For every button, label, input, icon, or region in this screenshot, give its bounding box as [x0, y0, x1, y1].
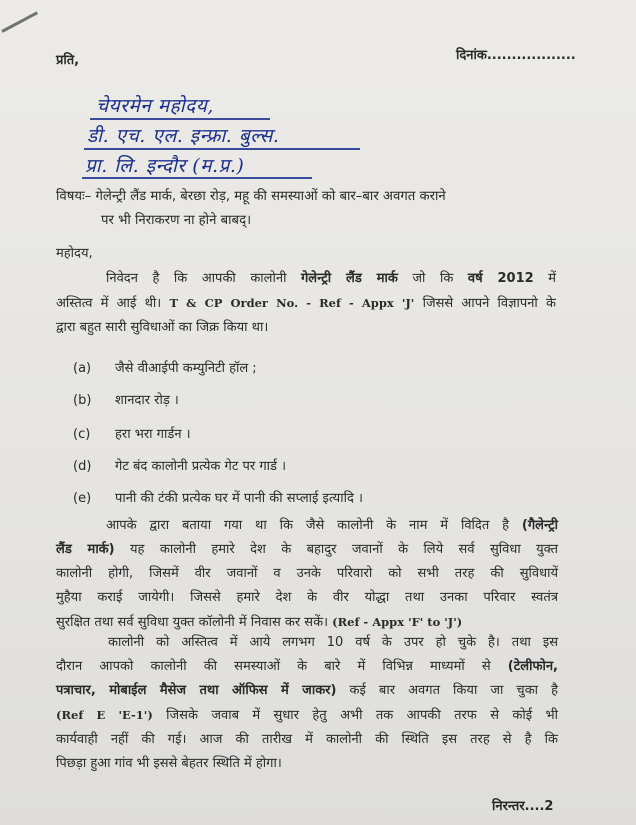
promise-line-2: लैंड मार्क) यह कालोनी हमारे देश के बहादुर जवानों के लिये सर्व सुविधा युक्त [56, 542, 558, 557]
complaint-line-3: पत्राचार, मोबाईल मैसेज तथा ऑफिस में जाकर) कई बार अवगत किया जा चुका है [56, 683, 559, 698]
list-item: (d) गेट बंद कालोनी प्रत्येक गेट पर गार्ड । [73, 459, 287, 474]
paragraph-intro [56, 267, 556, 340]
complaint-line-6: पिछड़ा हुआ गांव भी इससे बेहतर स्थिति में होगा। [56, 756, 282, 771]
subject-line-2: पर भी निराकरण ना होने बाबद्। [101, 213, 252, 228]
complaint-line-1: कालोनी को अस्तित्व में आये लगभग 10 वर्ष के उपर हो चुके है। तथा इस [108, 635, 558, 650]
complaint-line-5: कार्यवाही नहीं की गई। आज की तारीख में कालोनी की स्थिति इस तरह से है कि [56, 732, 558, 747]
promise-line-3: कालोनी होगी, जिसमें वीर जवानों व उनके परिवारो को सभी तरह की सुविधायें [56, 566, 558, 581]
handwriting-underline [82, 177, 312, 179]
paragraph-promise [56, 514, 558, 635]
continued-marker: निरन्तर....2 [492, 799, 554, 814]
handwritten-addressee-line-2: डी. एच. एल. इन्फ्रा. बुल्स. [87, 125, 280, 147]
recipient-prefix: प्रति, [56, 53, 80, 68]
promise-line-1: आपके द्वारा बताया गया था कि जैसे कालोनी के नाम में विदित है (गैलेन्ट्री [106, 518, 558, 533]
handwriting-underline [84, 148, 360, 150]
salutation: महोदय, [56, 246, 93, 261]
list-item: (e) पानी की टंकी प्रत्येक घर में पानी की सप्लाई इत्यादि । [73, 491, 363, 506]
promise-line-5: सुरक्षित तथा सर्व सुविधा युक्त कॉलोनी में निवास कर सकें। (Ref - Appx 'F' to 'J') [56, 615, 463, 630]
complaint-line-2: दौरान आपको कालोनी की समस्याओं के बारे में विभिन्न माध्यमों से (टेलीफोन, [56, 659, 558, 674]
subject-line-1: विषयः– गेलेन्ट्री लैंड मार्क, बेरछा रोड़, महू की समस्याओं को बार–बार अवगत कराने [56, 189, 446, 204]
handwritten-addressee-line-3: प्रा. लि. इन्दौर (म.प्र.) [85, 155, 245, 177]
promise-line-4: मुहैया कराई जायेगी। जिससे हमारे देश के वीर योद्धा तथा उनका परिवार स्वतंत्र [56, 590, 558, 605]
handwriting-underline [90, 118, 270, 120]
list-item: (a) जैसे वीआईपी कम्युनिटी हॉल ; [73, 361, 257, 376]
paragraph-complaint [56, 631, 558, 776]
handwritten-addressee-line-1: चेयरमेन महोदय, [96, 95, 214, 117]
list-item: (b) शानदार रोड़ । [73, 393, 179, 408]
complaint-line-4: (Ref E 'E-1') जिसके जवाब में सुधार हेतु अभी तक आपकी तरफ से कोई भी [56, 708, 558, 723]
intro-line-3: द्वारा बहुत सारी सुविधाओं का जिक्र किया था। [56, 320, 269, 335]
date-field: दिनांक.................. [456, 48, 576, 63]
intro-line-1: निवेदन है कि आपकी कालोनी गेलेन्ट्री लैंड मार्क जो कि वर्ष 2012 में [106, 271, 557, 286]
margin-pen-mark [1, 11, 38, 32]
intro-line-2: अस्तित्व में आई थी। T & CP Order No. - Ref - Appx 'J' जिससे आपने विज्ञापनो के [56, 296, 557, 311]
list-item: (c) हरा भरा गार्डन । [73, 427, 191, 442]
